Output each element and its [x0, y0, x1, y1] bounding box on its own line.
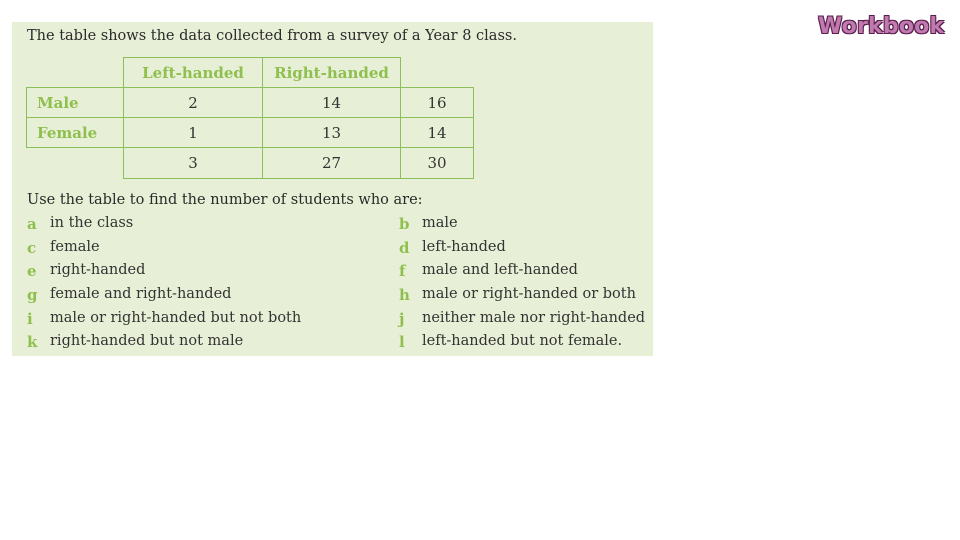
question-letter: f	[399, 262, 406, 280]
question-letter: c	[27, 239, 37, 257]
question-letter: h	[399, 286, 410, 304]
instruction-text: Use the table to find the number of students who are:	[27, 192, 423, 208]
row-label-female: Female	[26, 117, 124, 148]
workbook-badge: Workbook	[818, 14, 945, 39]
question-letter: e	[27, 262, 37, 280]
table-cell: 27	[262, 147, 401, 179]
question-letter: k	[27, 333, 38, 351]
table-cell: 1	[123, 117, 263, 148]
question-text: in the class	[50, 215, 134, 231]
question-text: male or right-handed but not both	[50, 310, 302, 326]
row-label-male: Male	[26, 87, 124, 118]
question-letter: d	[399, 239, 410, 257]
table-cell: 2	[123, 87, 263, 118]
question-text: male	[422, 215, 458, 231]
question-text: left-handed	[422, 239, 506, 255]
question-text: male or right-handed or both	[422, 286, 636, 302]
question-text: right-handed but not male	[50, 333, 244, 349]
header-right-handed: Right-handed	[262, 57, 401, 88]
table-cell: 16	[400, 87, 474, 118]
question-text: female	[50, 239, 100, 255]
question-text: neither male nor right-handed	[422, 310, 646, 326]
table-cell: 13	[262, 117, 401, 148]
question-text: female and right-handed	[50, 286, 232, 302]
question-letter: g	[27, 286, 38, 304]
question-text: right-handed	[50, 262, 146, 278]
question-text: left-handed but not female.	[422, 333, 623, 349]
table-cell: 14	[262, 87, 401, 118]
question-letter: j	[399, 310, 405, 328]
intro-text: The table shows the data collected from a survey of a Year 8 class.	[27, 28, 517, 44]
question-text: male and left-handed	[422, 262, 578, 278]
question-letter: b	[399, 215, 410, 233]
question-letter: i	[27, 310, 33, 328]
table-cell: 14	[400, 117, 474, 148]
table-cell: 30	[400, 147, 474, 179]
question-letter: a	[27, 215, 37, 233]
header-left-handed: Left-handed	[123, 57, 263, 88]
question-letter: l	[399, 333, 405, 351]
table-cell: 3	[123, 147, 263, 179]
